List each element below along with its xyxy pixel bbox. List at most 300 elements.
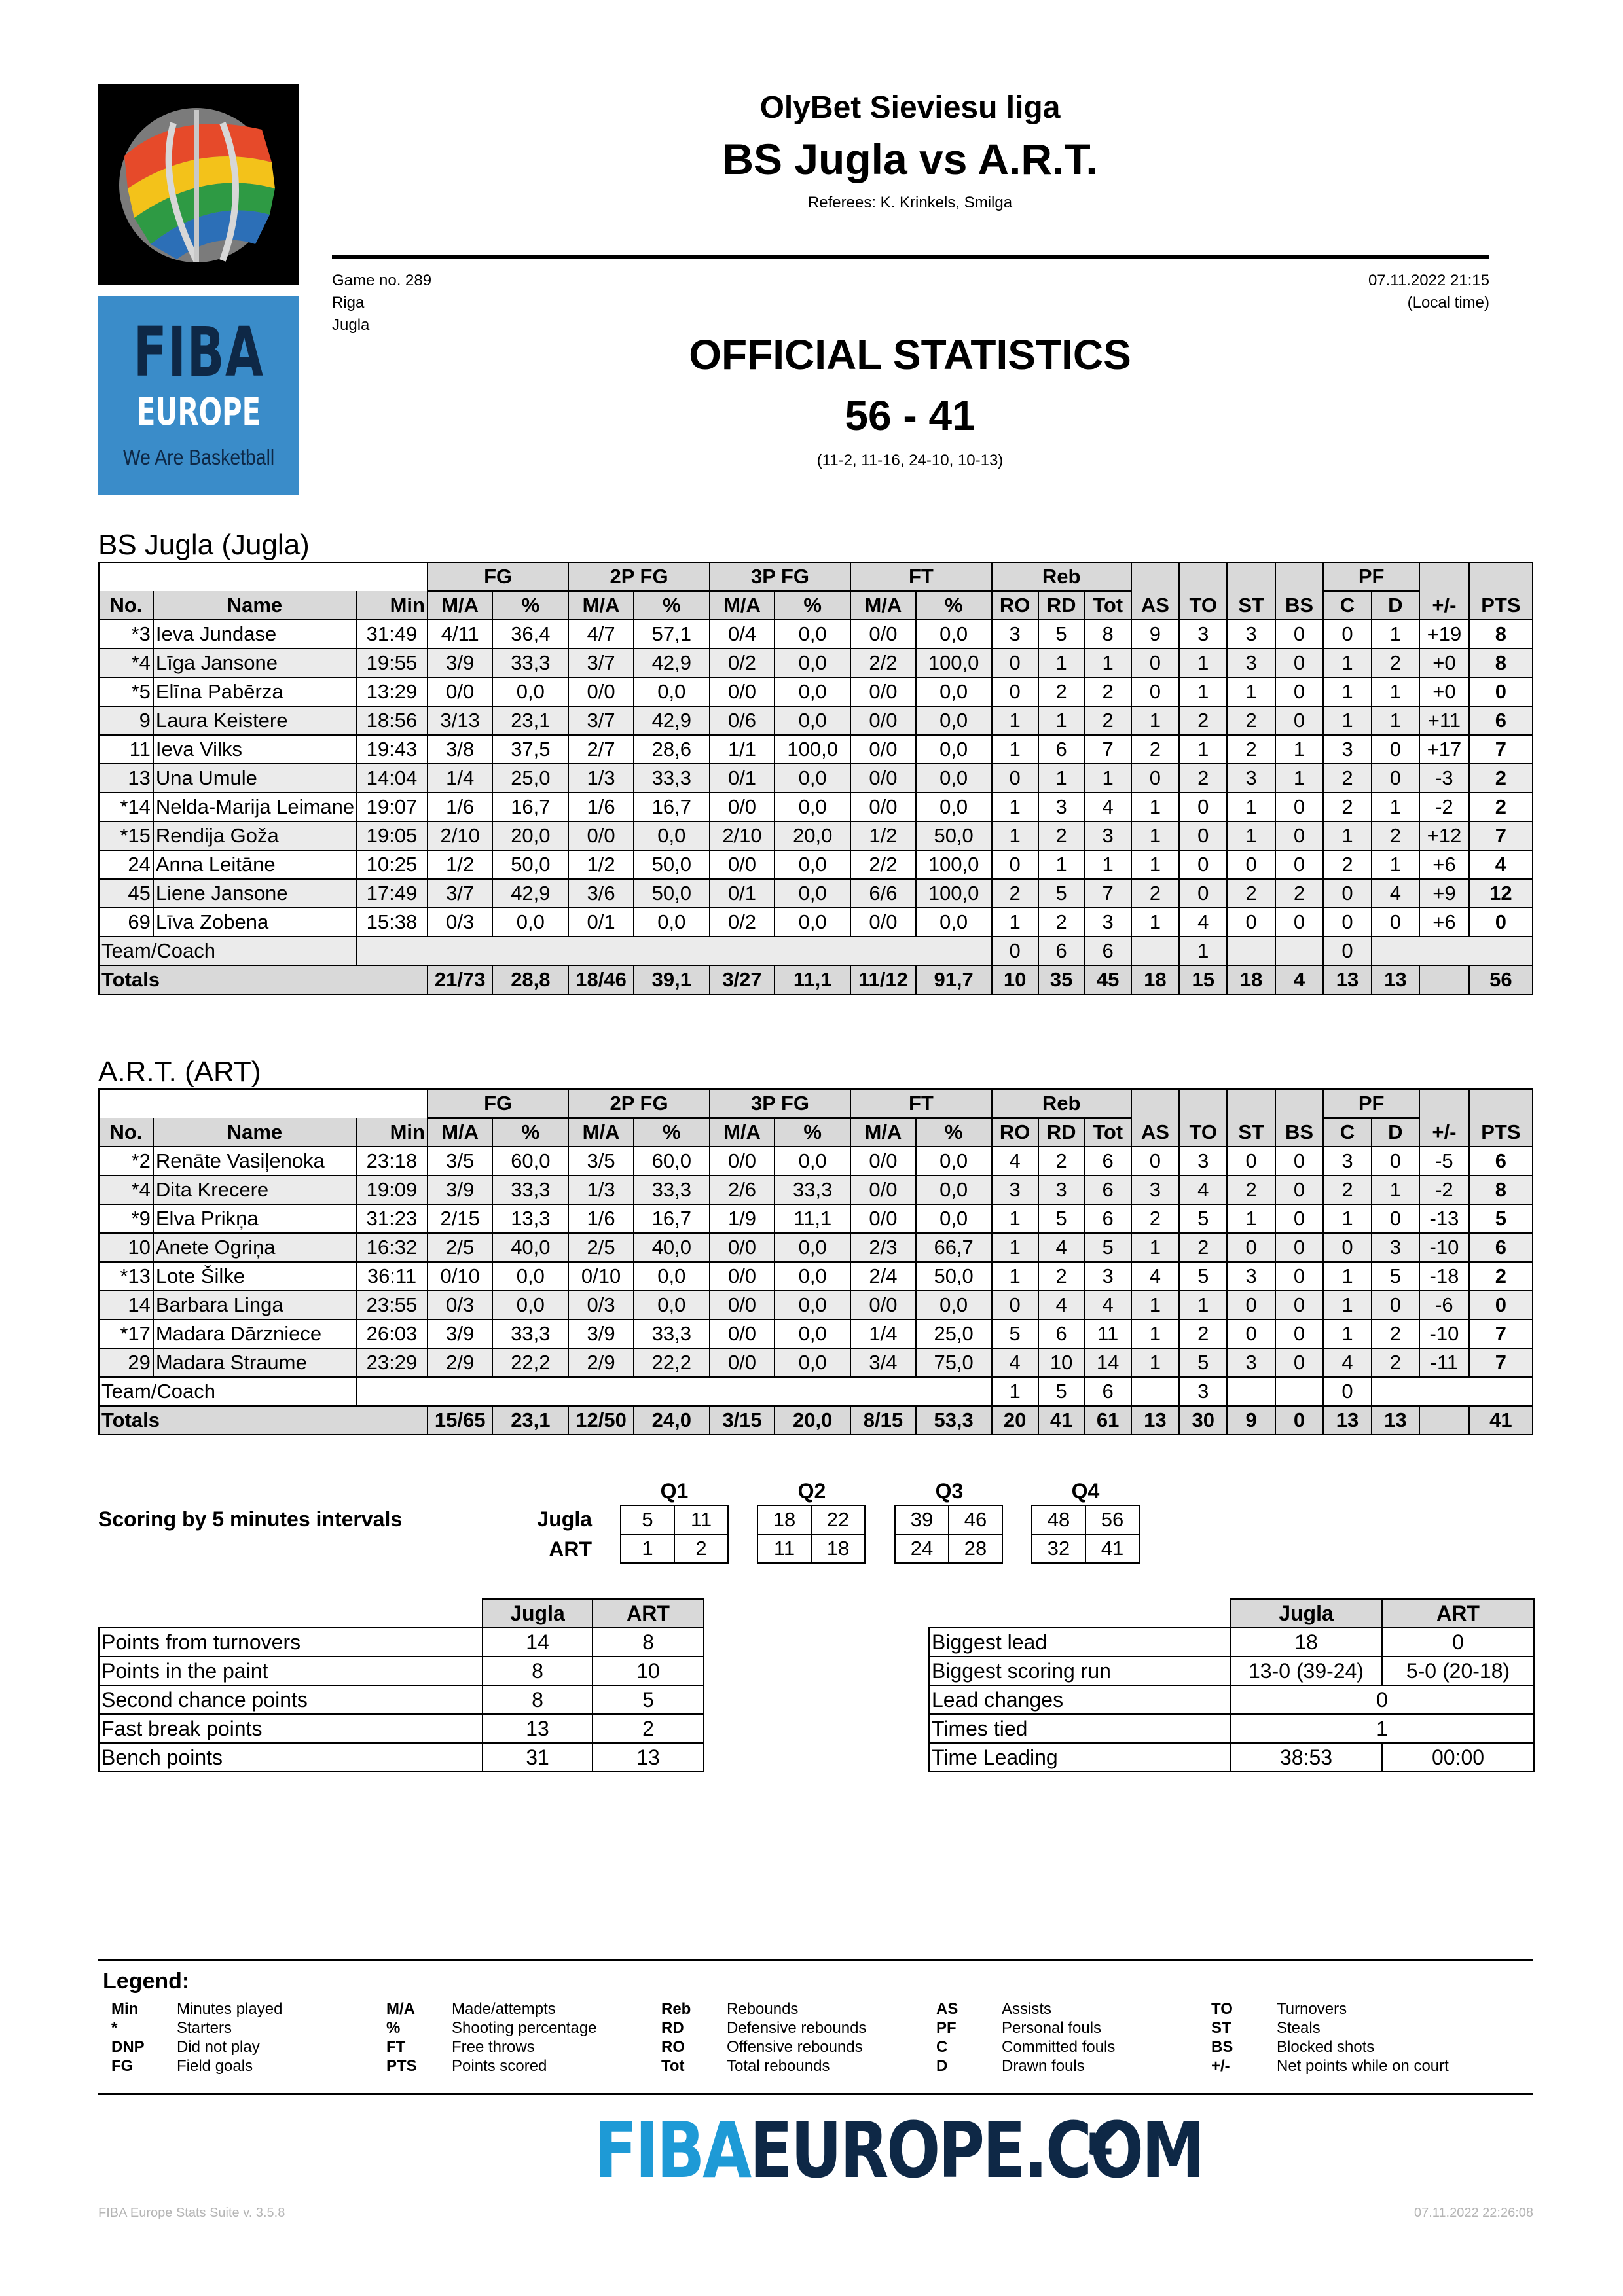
cell-ro: 5 <box>992 1319 1038 1348</box>
cell-name: Līva Zobena <box>153 908 356 937</box>
cell-no: 29 <box>99 1348 153 1377</box>
cell-p3-ma: 3/15 <box>710 1406 775 1435</box>
cell-ft-pct: 0,0 <box>916 620 992 649</box>
team2-stats-table <box>98 1088 1533 1435</box>
cell-rd: 5 <box>1038 1377 1085 1406</box>
cell-tot: 3 <box>1085 1262 1131 1291</box>
player-row <box>99 677 1533 706</box>
q3-intervals <box>894 1505 1003 1564</box>
cell-p3-ma: 0/2 <box>710 908 775 937</box>
logo-europe-text: EUROPE <box>136 389 261 434</box>
legend-entry <box>1211 2056 1449 2075</box>
cell-ft-pct: 100,0 <box>916 649 992 677</box>
cell-rd: 1 <box>1038 649 1085 677</box>
cell-st: 2 <box>1227 735 1275 764</box>
misc-label: Biggest lead <box>929 1628 1230 1657</box>
blank-header <box>99 562 428 591</box>
cell-p3-ma: 0/0 <box>710 1319 775 1348</box>
arrow-icon <box>1084 2124 1120 2164</box>
cell-d: 0 <box>1372 735 1419 764</box>
cell-to: 0 <box>1179 879 1227 908</box>
team-coach-row <box>99 1377 1533 1406</box>
interval-cell: 28 <box>949 1534 1002 1563</box>
cell-fg-ma: 3/8 <box>428 735 492 764</box>
cell-tot: 6 <box>1085 1175 1131 1204</box>
cell-no: 9 <box>99 706 153 735</box>
cell-p2-ma: 2/9 <box>568 1348 633 1377</box>
cell-rd: 5 <box>1038 879 1085 908</box>
cell-st: 18 <box>1227 965 1275 994</box>
brand-europe-com: EUROPE.COM <box>749 2105 1203 2195</box>
cell-fg-pct: 16,7 <box>492 793 568 821</box>
cell-no: 45 <box>99 879 153 908</box>
cell-ft-ma: 1/4 <box>850 1319 915 1348</box>
legend-entry <box>936 2018 1115 2037</box>
cell-ro: 0 <box>992 677 1038 706</box>
legend-key: RD <box>661 2019 684 2037</box>
cell-p3-pct: 0,0 <box>775 1319 850 1348</box>
cell-tot: 1 <box>1085 649 1131 677</box>
cell-p3-ma: 0/1 <box>710 879 775 908</box>
cell-st: 2 <box>1227 1175 1275 1204</box>
cell-to: 30 <box>1179 1406 1227 1435</box>
cell-p2-ma: 0/10 <box>568 1262 633 1291</box>
cell-name: Līga Jansone <box>153 649 356 677</box>
cell-fg-ma: 1/2 <box>428 850 492 879</box>
cell-st: 2 <box>1227 706 1275 735</box>
cell-p3-pct: 20,0 <box>775 1406 850 1435</box>
cell-fg-ma: 3/9 <box>428 1319 492 1348</box>
legend-key: RO <box>661 2038 685 2056</box>
team-coach-row <box>99 937 1533 965</box>
cell-c: 4 <box>1323 1348 1371 1377</box>
cell-to: 0 <box>1179 821 1227 850</box>
cell-p3-ma: 0/0 <box>710 793 775 821</box>
col-header-no: No. <box>99 1118 153 1147</box>
col-header-jugla: Jugla <box>483 1599 593 1628</box>
cell-ft-ma: 0/0 <box>850 706 915 735</box>
cell-no: *4 <box>99 649 153 677</box>
player-row <box>99 1204 1533 1233</box>
cell-ro: 1 <box>992 1377 1038 1406</box>
cell-p3-ma: 0/4 <box>710 620 775 649</box>
misc-value: 2 <box>593 1714 704 1743</box>
game-info <box>332 270 431 336</box>
cell-ft-pct: 0,0 <box>916 1291 992 1319</box>
col-header-c: C <box>1323 591 1371 620</box>
printed-timestamp: 07.11.2022 22:26:08 <box>1413 2206 1533 2220</box>
cell-fg-ma: 0/0 <box>428 677 492 706</box>
cell-pts: 6 <box>1469 1147 1533 1175</box>
cell-st: 1 <box>1227 1204 1275 1233</box>
cell-p3-pct: 0,0 <box>775 1348 850 1377</box>
cell-rd: 1 <box>1038 764 1085 793</box>
cell-as <box>1131 937 1179 965</box>
interval-cell: 18 <box>811 1534 865 1563</box>
cell-p2-ma: 12/50 <box>568 1406 633 1435</box>
cell-ft-pct: 66,7 <box>916 1233 992 1262</box>
legend-desc: Offensive rebounds <box>727 2038 863 2056</box>
col-header-rd: RD <box>1038 591 1085 620</box>
cell-p2-pct: 24,0 <box>634 1406 710 1435</box>
cell-ft-ma: 2/4 <box>850 1262 915 1291</box>
cell-bs: 0 <box>1275 620 1323 649</box>
legend-entry <box>1211 2000 1449 2018</box>
cell-pts: 2 <box>1469 764 1533 793</box>
cell-tot: 6 <box>1085 1377 1131 1406</box>
cell-ft-pct: 75,0 <box>916 1348 992 1377</box>
legend-entry <box>661 2018 866 2037</box>
cell-p3-pct: 11,1 <box>775 965 850 994</box>
cell-tot: 4 <box>1085 1291 1131 1319</box>
cell-plusminus: +9 <box>1419 879 1469 908</box>
misc-value: 0 <box>1382 1628 1534 1657</box>
cell-name: Madara Dārzniece <box>153 1319 356 1348</box>
legend-key: AS <box>936 2000 958 2018</box>
cell-min: 17:49 <box>356 879 428 908</box>
cell-st <box>1227 1377 1275 1406</box>
cell-ft-ma: 0/0 <box>850 620 915 649</box>
cell-fg-pct: 0,0 <box>492 1291 568 1319</box>
cell-rd: 6 <box>1038 735 1085 764</box>
cell-tot: 7 <box>1085 735 1131 764</box>
cell-min: 19:43 <box>356 735 428 764</box>
cell-pts: 2 <box>1469 1262 1533 1291</box>
cell-fg-pct: 23,1 <box>492 706 568 735</box>
cell-fg-ma: 2/9 <box>428 1348 492 1377</box>
cell-p2-pct: 0,0 <box>634 1262 710 1291</box>
legend-key: PTS <box>386 2057 417 2075</box>
cell-name: Rendija Goža <box>153 821 356 850</box>
cell-p2-pct: 40,0 <box>634 1233 710 1262</box>
cell-ft-pct: 50,0 <box>916 821 992 850</box>
cell-fg-pct: 37,5 <box>492 735 568 764</box>
cell-p2-ma: 3/9 <box>568 1319 633 1348</box>
cell-p3-pct: 0,0 <box>775 1233 850 1262</box>
cell-plusminus: -10 <box>1419 1319 1469 1348</box>
cell-min: 10:25 <box>356 850 428 879</box>
cell-bs: 0 <box>1275 1319 1323 1348</box>
cell-bs: 0 <box>1275 677 1323 706</box>
legend-column <box>1211 2000 1449 2075</box>
cell-as: 1 <box>1131 850 1179 879</box>
team-coach-label: Team/Coach <box>99 1377 356 1406</box>
blank-header <box>1179 562 1227 591</box>
cell-as: 1 <box>1131 1291 1179 1319</box>
cell-p3-ma: 1/9 <box>710 1204 775 1233</box>
legend-key: TO <box>1211 2000 1233 2018</box>
col-header-p2-ma: M/A <box>568 591 633 620</box>
cell-name: Anete Ogriņa <box>153 1233 356 1262</box>
legend-desc: Assists <box>1002 2000 1052 2018</box>
misc-value: 13 <box>483 1714 593 1743</box>
q1-label: Q1 <box>660 1479 689 1503</box>
cell-bs: 4 <box>1275 965 1323 994</box>
cell-to: 3 <box>1179 1377 1227 1406</box>
cell-min: 15:38 <box>356 908 428 937</box>
cell-ro: 0 <box>992 1291 1038 1319</box>
cell-plusminus: +6 <box>1419 908 1469 937</box>
cell-to: 0 <box>1179 793 1227 821</box>
interval-team-jugla: Jugla <box>537 1507 592 1531</box>
cell-plusminus: +11 <box>1419 706 1469 735</box>
cell-p2-ma: 3/7 <box>568 706 633 735</box>
cell-pts: 0 <box>1469 677 1533 706</box>
cell-p2-pct: 16,7 <box>634 793 710 821</box>
cell-p3-pct: 0,0 <box>775 793 850 821</box>
col-header-tot: Tot <box>1085 591 1131 620</box>
cell-fg-ma: 0/10 <box>428 1262 492 1291</box>
group-header: PF <box>1323 562 1419 591</box>
legend-entry <box>386 2018 597 2037</box>
legend-desc: Minutes played <box>177 2000 283 2018</box>
player-row <box>99 850 1533 879</box>
legend-column <box>936 2000 1115 2075</box>
cell-as: 13 <box>1131 1406 1179 1435</box>
col-header-p3-pct: % <box>775 1118 850 1147</box>
cell-ft-pct: 100,0 <box>916 879 992 908</box>
cell-min: 23:18 <box>356 1147 428 1175</box>
cell-plusminus: -10 <box>1419 1233 1469 1262</box>
cell-pts: 7 <box>1469 1319 1533 1348</box>
cell-ft-ma: 2/2 <box>850 649 915 677</box>
cell-p3-ma: 0/1 <box>710 764 775 793</box>
misc-label: Biggest scoring run <box>929 1657 1230 1685</box>
cell-pts: 8 <box>1469 620 1533 649</box>
legend-desc: Total rebounds <box>727 2057 830 2075</box>
cell-ro: 0 <box>992 937 1038 965</box>
cell-to: 2 <box>1179 706 1227 735</box>
cell-ft-ma: 0/0 <box>850 1291 915 1319</box>
cell-ro: 20 <box>992 1406 1038 1435</box>
cell-ro: 0 <box>992 764 1038 793</box>
col-header-no: No. <box>99 591 153 620</box>
misc-points-table <box>98 1598 704 1772</box>
cell-ft-pct: 0,0 <box>916 793 992 821</box>
referees: Referees: K. Krinkels, Smilga <box>807 194 1013 211</box>
legend-key: D <box>936 2057 948 2075</box>
cell-fg-ma: 21/73 <box>428 965 492 994</box>
cell-no: 24 <box>99 850 153 879</box>
misc-value: 8 <box>483 1657 593 1685</box>
totals-row <box>99 1406 1533 1435</box>
cell-as: 18 <box>1131 965 1179 994</box>
col-header-ro: RO <box>992 1118 1038 1147</box>
legend-entry <box>111 2037 282 2056</box>
col-header-c: C <box>1323 1118 1371 1147</box>
interval-cell: 1 <box>621 1534 674 1563</box>
cell-st: 0 <box>1227 1291 1275 1319</box>
totals-label: Totals <box>99 1406 428 1435</box>
cell-name: Dita Krecere <box>153 1175 356 1204</box>
interval-cell: 11 <box>674 1505 728 1534</box>
team1-stats-table <box>98 562 1533 995</box>
cell-tot: 1 <box>1085 764 1131 793</box>
cell-plusminus: +6 <box>1419 850 1469 879</box>
cell-ft-ma: 1/2 <box>850 821 915 850</box>
cell-tot: 8 <box>1085 620 1131 649</box>
cell-p2-pct: 42,9 <box>634 649 710 677</box>
cell-p3-pct: 0,0 <box>775 649 850 677</box>
cell-p2-pct: 0,0 <box>634 677 710 706</box>
cell-p2-ma: 3/7 <box>568 649 633 677</box>
cell-ro: 0 <box>992 649 1038 677</box>
blank-header <box>1131 562 1179 591</box>
cell-c: 0 <box>1323 908 1371 937</box>
cell-p2-pct: 22,2 <box>634 1348 710 1377</box>
cell-p3-ma: 2/6 <box>710 1175 775 1204</box>
cell-c: 0 <box>1323 1377 1371 1406</box>
basketball-logo-icon <box>98 84 299 285</box>
cell-fg-ma: 1/4 <box>428 764 492 793</box>
brand-fiba: FIBA <box>594 2105 750 2195</box>
col-header-st: ST <box>1227 1118 1275 1147</box>
misc-value: 13-0 (39-24) <box>1230 1657 1382 1685</box>
cell-name: Elīna Pabērza <box>153 677 356 706</box>
local-time-note: (Local time) <box>1407 294 1489 312</box>
cell-fg-pct: 20,0 <box>492 821 568 850</box>
cell-min: 16:32 <box>356 1233 428 1262</box>
team-coach-label: Team/Coach <box>99 937 356 965</box>
cell-d: 1 <box>1372 850 1419 879</box>
interval-cell: 39 <box>895 1505 949 1534</box>
misc-value: 38:53 <box>1230 1743 1382 1772</box>
cell-p3-ma: 0/0 <box>710 850 775 879</box>
cell-ft-ma: 0/0 <box>850 1175 915 1204</box>
legend-key: Tot <box>661 2057 685 2075</box>
cell-fg-pct: 33,3 <box>492 1319 568 1348</box>
cell-min: 31:49 <box>356 620 428 649</box>
legend-desc: Made/attempts <box>452 2000 556 2018</box>
cell-name: Nelda-Marija Leimane <box>153 793 356 821</box>
col-header-as: AS <box>1131 1118 1179 1147</box>
cell-tot: 1 <box>1085 850 1131 879</box>
cell-p2-pct: 28,6 <box>634 735 710 764</box>
col-header-p2-ma: M/A <box>568 1118 633 1147</box>
cell-tot: 5 <box>1085 1233 1131 1262</box>
cell-p2-pct: 50,0 <box>634 879 710 908</box>
legend-entry <box>1211 2037 1449 2056</box>
misc-value: 8 <box>593 1628 704 1657</box>
col-header-d: D <box>1372 591 1419 620</box>
cell-ro: 4 <box>992 1147 1038 1175</box>
cell-c: 1 <box>1323 677 1371 706</box>
misc-value: 00:00 <box>1382 1743 1534 1772</box>
cell-no: *2 <box>99 1147 153 1175</box>
misc-label: Time Leading <box>929 1743 1230 1772</box>
cell-fg-ma: 3/5 <box>428 1147 492 1175</box>
col-header-min: Min <box>356 591 428 620</box>
cell-name: Barbara Linga <box>153 1291 356 1319</box>
cell-tot: 3 <box>1085 821 1131 850</box>
player-row <box>99 764 1533 793</box>
cell-c: 1 <box>1323 821 1371 850</box>
cell-c: 3 <box>1323 1147 1371 1175</box>
cell-st: 9 <box>1227 1406 1275 1435</box>
cell-rd: 35 <box>1038 965 1085 994</box>
fiba-basketball-logo <box>98 84 299 285</box>
cell-as <box>1131 1377 1179 1406</box>
cell-c: 0 <box>1323 879 1371 908</box>
cell-d: 4 <box>1372 879 1419 908</box>
team1-title: BS Jugla (Jugla) <box>98 529 310 561</box>
cell-to: 1 <box>1179 735 1227 764</box>
col-header-tot: Tot <box>1085 1118 1131 1147</box>
cell-plusminus: -18 <box>1419 1262 1469 1291</box>
interval-cell: 2 <box>674 1534 728 1563</box>
legend-divider-top <box>98 1959 1533 1961</box>
blank-header <box>1469 562 1533 591</box>
col-header-p2-pct: % <box>634 1118 710 1147</box>
cell-ro: 1 <box>992 908 1038 937</box>
logo-tagline: We Are Basketball <box>122 445 275 469</box>
cell-to: 15 <box>1179 965 1227 994</box>
cell-ft-ma: 6/6 <box>850 879 915 908</box>
cell-ro: 1 <box>992 1233 1038 1262</box>
cell-fg-pct: 22,2 <box>492 1348 568 1377</box>
cell-plusminus: -13 <box>1419 1204 1469 1233</box>
cell-p2-pct: 60,0 <box>634 1147 710 1175</box>
cell-plusminus: -11 <box>1419 1348 1469 1377</box>
cell-tot: 2 <box>1085 706 1131 735</box>
cell-st: 1 <box>1227 677 1275 706</box>
cell-fg-pct: 28,8 <box>492 965 568 994</box>
cell-c: 1 <box>1323 1262 1371 1291</box>
misc-value: 10 <box>593 1657 704 1685</box>
cell-c: 13 <box>1323 965 1371 994</box>
blank-header <box>1419 562 1469 591</box>
cell-rd: 4 <box>1038 1291 1085 1319</box>
group-header: FT <box>850 562 991 591</box>
cell-ft-ma: 0/0 <box>850 793 915 821</box>
cell-bs: 1 <box>1275 764 1323 793</box>
cell-p2-pct: 0,0 <box>634 908 710 937</box>
legend-key: C <box>936 2038 948 2056</box>
cell-st: 0 <box>1227 908 1275 937</box>
col-header-p3-ma: M/A <box>710 591 775 620</box>
legend-desc: Shooting percentage <box>452 2019 597 2037</box>
misc-value: 31 <box>483 1743 593 1772</box>
totals-label: Totals <box>99 965 428 994</box>
group-header: Reb <box>992 562 1131 591</box>
col-header-fg-ma: M/A <box>428 591 492 620</box>
col-header-to: TO <box>1179 1118 1227 1147</box>
interval-cell: 41 <box>1085 1534 1139 1563</box>
cell-p2-ma: 1/6 <box>568 1204 633 1233</box>
group-header: 3P FG <box>710 1089 850 1118</box>
header-divider <box>332 255 1489 259</box>
date-info <box>1162 270 1489 314</box>
cell-d: 1 <box>1372 620 1419 649</box>
col-header-jugla: Jugla <box>1230 1599 1382 1628</box>
legend-desc: Points scored <box>452 2057 547 2075</box>
legend-entry <box>661 2056 866 2075</box>
cell-min: 18:56 <box>356 706 428 735</box>
cell-tot: 6 <box>1085 937 1131 965</box>
cell-fg-ma: 0/3 <box>428 1291 492 1319</box>
cell-fg-ma: 4/11 <box>428 620 492 649</box>
col-header-min: Min <box>356 1118 428 1147</box>
cell-pts: 5 <box>1469 1204 1533 1233</box>
cell-p2-ma: 4/7 <box>568 620 633 649</box>
cell-plusminus: +17 <box>1419 735 1469 764</box>
legend-entry <box>111 2018 282 2037</box>
cell-p2-ma: 2/7 <box>568 735 633 764</box>
col-header-p3-ma: M/A <box>710 1118 775 1147</box>
cell-rd: 6 <box>1038 1319 1085 1348</box>
q2-intervals <box>757 1505 866 1564</box>
misc-value: 13 <box>593 1743 704 1772</box>
